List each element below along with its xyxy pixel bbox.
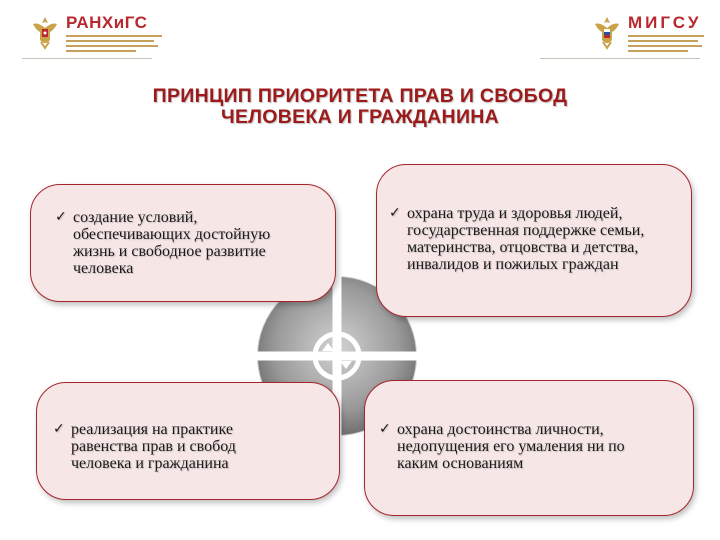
item-text: охрана труда и здоровья людей, государственная поддержке семьи, материнства, отцовства и детства, инвалидов и пожилых граждан bbox=[407, 205, 645, 273]
title-line-1: ПРИНЦИП ПРИОРИТЕТА ПРАВ И СВОБОД bbox=[152, 85, 568, 107]
logo-subtitle-lines bbox=[628, 35, 704, 52]
list-item bbox=[55, 209, 270, 277]
eagle-emblem-icon bbox=[30, 14, 60, 50]
logo-subtitle-lines bbox=[66, 35, 162, 52]
item-text: создание условий, обеспечивающих достойную жизнь и свободное развитие человека bbox=[73, 209, 271, 277]
header-divider bbox=[540, 58, 700, 59]
principle-card-equality bbox=[36, 382, 340, 500]
list-item bbox=[379, 421, 625, 472]
principle-card-conditions bbox=[30, 184, 336, 302]
principle-card-dignity bbox=[364, 380, 694, 516]
migsu-logo bbox=[592, 14, 704, 55]
eagle-emblem-icon bbox=[592, 14, 622, 50]
title-line-2: ЧЕЛОВЕКА И ГРАЖДАНИНА bbox=[220, 106, 500, 128]
logo-name: РАНХиГС bbox=[66, 13, 148, 32]
checkmark-icon: ✓ bbox=[379, 421, 391, 437]
item-text: реализация на практике равенства прав и свобод человека и гражданина bbox=[71, 421, 236, 472]
list-item bbox=[389, 205, 644, 273]
checkmark-icon: ✓ bbox=[53, 421, 65, 437]
ranepa-logo bbox=[30, 14, 162, 55]
item-text: охрана достоинства личности, недопущения его умаления ни по каким основаниям bbox=[397, 421, 625, 472]
checkmark-icon: ✓ bbox=[389, 205, 401, 221]
list-item bbox=[53, 421, 236, 472]
principle-card-health bbox=[376, 164, 692, 317]
header-divider bbox=[22, 58, 152, 59]
page-title bbox=[60, 86, 660, 128]
logo-name: МИГСУ bbox=[628, 13, 702, 32]
checkmark-icon: ✓ bbox=[55, 209, 67, 225]
header bbox=[0, 0, 720, 70]
